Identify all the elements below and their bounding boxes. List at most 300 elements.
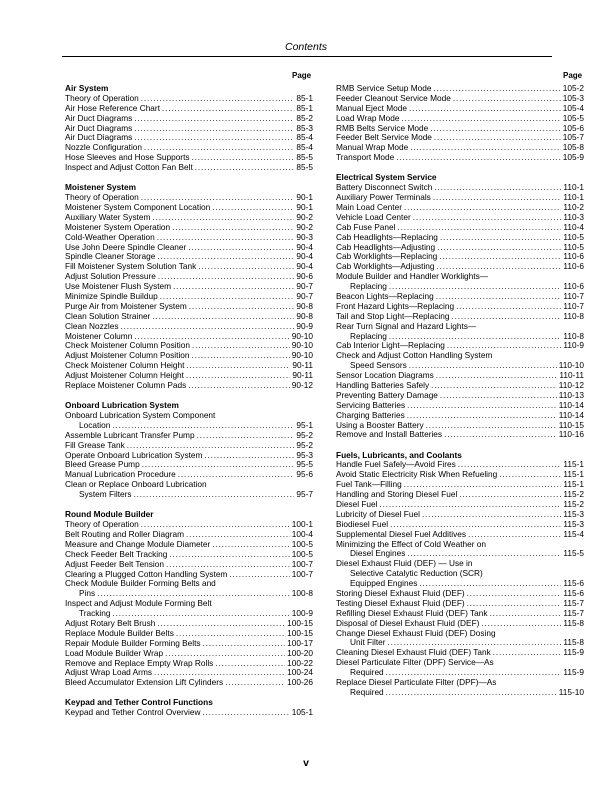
entry-title: Front Hazard Lights—Replacing bbox=[336, 300, 455, 311]
dot-leader bbox=[409, 104, 561, 114]
entry-page-number: 110-3 bbox=[563, 211, 584, 222]
entry-title: Auxiliary Power Terminals bbox=[336, 192, 431, 203]
entry-page-number: 110-2 bbox=[563, 201, 584, 212]
entry-page-number: 100-24 bbox=[287, 667, 313, 678]
entry-page-number: 100-5 bbox=[291, 548, 313, 559]
entry-title: Speed Sensors bbox=[350, 360, 407, 371]
entry-page-number: 110-16 bbox=[558, 429, 584, 440]
entry-page-number: 115-7 bbox=[563, 607, 584, 618]
entry-page-number: 110-7 bbox=[563, 290, 584, 301]
dot-leader bbox=[440, 391, 557, 401]
entry-title: Disposal of Diesel Exhaust Fluid (DEF) bbox=[336, 617, 480, 628]
entry-title: Cab Fuse Panel bbox=[336, 221, 396, 232]
entry-title: Testing Diesel Exhaust Fluid (DEF) bbox=[336, 597, 465, 608]
entry-title: Refilling Diesel Exhaust Fluid (DEF) Tank bbox=[336, 607, 488, 618]
entry-title: Cab Headlights—Adjusting bbox=[336, 241, 436, 252]
entry-title: Purge Air from Moistener System bbox=[65, 300, 187, 311]
entry-title: Assemble Lubricant Transfer Pump bbox=[65, 429, 195, 440]
dot-leader bbox=[134, 490, 295, 500]
section-title: Moistener System bbox=[65, 182, 137, 193]
entry-title: Fill Grease Tank bbox=[65, 439, 125, 450]
entry-page-number: 85-4 bbox=[296, 132, 313, 143]
dot-leader bbox=[439, 252, 561, 262]
entry-title: Feeder Cleanout Service Mode bbox=[336, 92, 451, 103]
entry-title: RMB Belts Service Mode bbox=[336, 122, 429, 133]
entry-page-number: 100-15 bbox=[287, 617, 313, 628]
dot-leader bbox=[431, 381, 557, 391]
toc-column-left bbox=[65, 84, 313, 728]
entry-page-number: 90-1 bbox=[296, 201, 313, 212]
entry-page-number: 115-1 bbox=[563, 479, 584, 490]
dot-leader bbox=[188, 243, 294, 253]
entry-page-number: 115-3 bbox=[563, 508, 584, 519]
dot-leader bbox=[204, 451, 294, 461]
dot-leader bbox=[404, 203, 561, 213]
entry-title: Theory of Operation bbox=[65, 519, 139, 530]
entry-page-number: 115-6 bbox=[563, 578, 584, 589]
entry-title: Check Moistener Column Height bbox=[65, 360, 185, 371]
entry-title: Diesel Particulate Filter (DPF) Service—As bbox=[336, 657, 494, 668]
entry-title: Selective Catalytic Reduction (SCR) bbox=[350, 568, 483, 579]
toc-section-keypad-and-tether-control-functions bbox=[65, 698, 313, 718]
entry-page-number: 100-7 bbox=[291, 558, 313, 569]
section-title: Round Module Builder bbox=[65, 509, 154, 520]
dot-leader bbox=[172, 223, 294, 233]
entry-page-number: 110-5 bbox=[563, 241, 584, 252]
entry-page-number: 95-6 bbox=[296, 469, 313, 480]
page-number: v bbox=[303, 757, 309, 769]
entry-page-number: 85-4 bbox=[296, 142, 313, 153]
entry-title: Use Moistener Flush System bbox=[65, 281, 172, 292]
entry-title: Change Diesel Exhaust Fluid (DEF) Dosing bbox=[336, 627, 496, 638]
entry-page-number: 90-12 bbox=[291, 380, 313, 390]
entry-page-number: 85-1 bbox=[296, 92, 313, 103]
section-title: Air System bbox=[65, 83, 109, 93]
entry-page-number: 110-5 bbox=[563, 231, 584, 242]
entry-page-number: 100-4 bbox=[291, 528, 313, 539]
entry-title: Check Module Builder Forming Belts and bbox=[65, 578, 216, 589]
entry-page-number: 110-1 bbox=[563, 182, 584, 193]
dot-leader bbox=[195, 163, 295, 173]
entry-title: Rear Turn Signal and Hazard Lights— bbox=[336, 320, 477, 331]
entry-page-number: 110-15 bbox=[558, 419, 584, 430]
entry-page-number: 115-8 bbox=[563, 637, 584, 648]
entry-title: Moistener Column bbox=[65, 330, 133, 341]
entry-page-number: 115-2 bbox=[563, 498, 584, 509]
dot-leader bbox=[225, 678, 285, 688]
entry-page-number: 110-7 bbox=[563, 300, 584, 311]
toc-column-right bbox=[336, 84, 584, 708]
entry-title: Cab Worklights—Replacing bbox=[336, 251, 438, 262]
entry-title: Adjust Feeder Belt Tension bbox=[65, 558, 165, 569]
toc-section-air-system bbox=[65, 84, 313, 173]
dot-leader bbox=[162, 104, 294, 114]
entry-title: Diesel Engines bbox=[350, 548, 406, 559]
dot-leader bbox=[186, 371, 290, 381]
entry-title: Preventing Battery Damage bbox=[336, 389, 438, 400]
entry-title: Replace Module Builder Belts bbox=[65, 627, 174, 638]
entry-page-number: 110-10 bbox=[558, 360, 584, 371]
entry-title: Cleaning Diesel Exhaust Fluid (DEF) Tank bbox=[336, 647, 491, 658]
dot-leader bbox=[433, 84, 560, 94]
page-header-title: Contents bbox=[284, 41, 328, 53]
dot-leader bbox=[121, 322, 295, 332]
dot-leader bbox=[422, 510, 561, 520]
section-title: Fuels, Lubricants, and Coolants bbox=[336, 449, 462, 460]
entry-title: Minimizing the Effect of Cold Weather on bbox=[336, 538, 487, 549]
entry-title: Replace Moistener Column Pads bbox=[65, 380, 187, 390]
entry-title: Pins bbox=[79, 588, 96, 599]
dot-leader bbox=[134, 133, 294, 143]
entry-page-number: 100-9 bbox=[291, 608, 313, 619]
entry-page-number: 115-4 bbox=[563, 528, 584, 539]
entry-title: Auxiliary Water System bbox=[65, 211, 151, 222]
entry-title: Nozzle Configuration bbox=[65, 142, 143, 153]
dot-leader bbox=[436, 371, 558, 381]
entry-page-number: 90-8 bbox=[296, 300, 313, 311]
entry-page-number: 85-5 bbox=[296, 162, 313, 173]
entry-page-number: 110-8 bbox=[563, 330, 584, 341]
entry-title: Using a Booster Battery bbox=[336, 419, 424, 430]
entry-title: Cab Headlights—Replacing bbox=[336, 231, 438, 242]
entry-page-number: 105-8 bbox=[562, 142, 584, 153]
entry-page-number: 110-14 bbox=[558, 409, 584, 420]
entry-title: Adjust Moistener Column Position bbox=[65, 350, 190, 361]
entry-title: Replacing bbox=[350, 281, 387, 292]
entry-title: Replacing bbox=[350, 330, 387, 341]
entry-title: Unit Filter bbox=[350, 637, 386, 648]
entry-title: Handling Batteries Safely bbox=[336, 380, 430, 390]
entry-page-number: 90-10 bbox=[291, 340, 313, 351]
entry-title: Servicing Batteries bbox=[336, 399, 406, 410]
toc-entry[interactable] bbox=[336, 430, 584, 440]
entry-page-number: 95-2 bbox=[296, 429, 313, 440]
entry-title: Inspect and Adjust Module Forming Belt bbox=[65, 598, 212, 609]
entry-title: Fill Moistener System Solution Tank bbox=[65, 261, 197, 272]
header-rule bbox=[62, 56, 552, 57]
entry-page-number: 110-14 bbox=[558, 399, 584, 410]
entry-title: Clean Solution Strainer bbox=[65, 310, 151, 321]
entry-page-number: 115-10 bbox=[558, 686, 584, 697]
page-column-label-right: Page bbox=[563, 71, 583, 80]
entry-title: Measure and Change Module Diameter bbox=[65, 538, 211, 549]
entry-page-number: 115-8 bbox=[563, 617, 584, 628]
dot-leader bbox=[459, 490, 561, 500]
entry-page-number: 95-5 bbox=[296, 459, 313, 470]
entry-title: Air Duct Diagrams bbox=[65, 122, 133, 133]
entry-title: Air Duct Diagrams bbox=[65, 132, 133, 143]
dot-leader bbox=[413, 213, 562, 223]
entry-title: Check and Adjust Cotton Handling System bbox=[336, 350, 493, 361]
toc-section-continued bbox=[336, 84, 584, 163]
entry-title: Theory of Operation bbox=[65, 92, 139, 103]
dot-leader bbox=[157, 619, 285, 629]
entry-page-number: 115-9 bbox=[563, 647, 584, 658]
dot-leader bbox=[433, 193, 562, 203]
toc-section-round-module-builder bbox=[65, 510, 313, 688]
entry-title: Bleed Accumulator Extension Lift Cylinders bbox=[65, 677, 224, 688]
dot-leader bbox=[407, 401, 557, 411]
entry-page-number: 105-7 bbox=[562, 132, 584, 143]
dot-leader bbox=[134, 114, 294, 124]
entry-title: Replace Diesel Particulate Filter (DPF)—As bbox=[336, 677, 497, 688]
entry-page-number: 90-11 bbox=[292, 370, 313, 381]
dot-leader bbox=[407, 411, 557, 421]
entry-title: Operate Onboard Lubrication System bbox=[65, 449, 203, 460]
entry-page-number: 115-5 bbox=[563, 548, 584, 559]
entry-title: Adjust Rotary Belt Brush bbox=[65, 617, 156, 628]
dot-leader bbox=[467, 589, 562, 599]
dot-leader bbox=[203, 639, 286, 649]
entry-page-number: 105-6 bbox=[562, 122, 584, 133]
dot-leader bbox=[490, 609, 562, 619]
entry-title: Check Feeder Belt Tracking bbox=[65, 548, 168, 559]
entry-title: Avoid Static Electricity Risk When Refueling bbox=[336, 469, 498, 480]
dot-leader bbox=[437, 243, 561, 253]
entry-title: Bleed Grease Pump bbox=[65, 459, 140, 470]
entry-title: Adjust Solution Pressure bbox=[65, 271, 156, 282]
entry-title: Fuel Tank—Filling bbox=[336, 479, 402, 490]
entry-title: Module Builder and Handler Worklights— bbox=[336, 271, 489, 282]
dot-leader bbox=[229, 570, 289, 580]
dot-leader bbox=[426, 421, 557, 431]
dot-leader bbox=[396, 153, 561, 163]
dot-leader bbox=[141, 94, 295, 104]
entry-title: Charging Batteries bbox=[336, 409, 405, 420]
dot-leader bbox=[499, 470, 561, 480]
entry-page-number: 95-7 bbox=[296, 489, 313, 500]
entry-title: Inspect and Adjust Cotton Fan Belt bbox=[65, 162, 193, 173]
toc-section-electrical-system-service bbox=[336, 173, 584, 440]
entry-page-number: 90-3 bbox=[296, 231, 313, 242]
entry-title: Keypad and Tether Control Overview bbox=[65, 707, 201, 718]
page-column-label-left: Page bbox=[292, 71, 312, 80]
dot-leader bbox=[189, 302, 295, 312]
entry-page-number: 90-2 bbox=[296, 211, 313, 222]
entry-page-number: 100-1 bbox=[291, 519, 313, 530]
entry-title: Air Hose Reference Chart bbox=[65, 102, 160, 113]
section-title: Onboard Lubrication System bbox=[65, 400, 179, 411]
entry-page-number: 85-3 bbox=[296, 122, 313, 133]
entry-title: Clean Nozzles bbox=[65, 320, 119, 331]
dot-leader bbox=[186, 361, 290, 371]
entry-page-number: 90-10 bbox=[291, 330, 313, 341]
section-title: Keypad and Tether Control Functions bbox=[65, 697, 213, 708]
entry-title: Hose Sleeves and Hose Supports bbox=[65, 152, 190, 163]
entry-page-number: 110-8 bbox=[563, 310, 584, 321]
entry-page-number: 115-3 bbox=[563, 518, 584, 529]
toc-entry[interactable] bbox=[65, 678, 313, 688]
entry-page-number: 110-11 bbox=[559, 370, 584, 381]
entry-title: Manual Lubrication Procedure bbox=[65, 469, 176, 480]
entry-title: Equipped Engines bbox=[350, 578, 418, 589]
entry-page-number: 115-1 bbox=[563, 469, 584, 480]
dot-leader bbox=[386, 688, 557, 698]
toc-section-moistener-system bbox=[65, 183, 313, 391]
entry-page-number: 105-1 bbox=[291, 707, 313, 718]
entry-title: Load Wrap Mode bbox=[336, 112, 400, 123]
entry-page-number: 90-7 bbox=[296, 290, 313, 301]
entry-page-number: 110-6 bbox=[563, 251, 584, 262]
entry-page-number: 110-1 bbox=[563, 192, 584, 203]
entry-title: Manual Eject Mode bbox=[336, 102, 408, 113]
entry-title: Tracking bbox=[79, 608, 111, 619]
toc-entry[interactable] bbox=[336, 688, 584, 698]
toc-entry[interactable] bbox=[65, 381, 313, 391]
entry-title: System Filters bbox=[79, 489, 132, 500]
dot-leader bbox=[434, 133, 561, 143]
dot-leader bbox=[158, 272, 295, 282]
entry-title: Handling and Storing Diesel Fuel bbox=[336, 489, 458, 500]
entry-page-number: 100-7 bbox=[291, 568, 313, 579]
entry-page-number: 105-4 bbox=[562, 102, 584, 113]
entry-title: Required bbox=[350, 667, 384, 678]
entry-title: Cold-Weather Operation bbox=[65, 231, 155, 242]
entry-page-number: 100-17 bbox=[287, 637, 313, 648]
entry-title: Moistener System Component Location bbox=[65, 201, 211, 212]
entry-title: Load Module Builder Wrap bbox=[65, 647, 164, 658]
entry-title: Handle Fuel Safely—Avoid Fires bbox=[336, 459, 456, 470]
entry-title: Cab Worklights—Adjusting bbox=[336, 261, 435, 272]
dot-leader bbox=[192, 351, 290, 361]
entry-page-number: 100-5 bbox=[291, 538, 313, 549]
entry-page-number: 100-20 bbox=[287, 647, 313, 658]
dot-leader bbox=[169, 550, 289, 560]
dot-leader bbox=[197, 431, 295, 441]
dot-leader bbox=[152, 312, 294, 322]
entry-page-number: 115-6 bbox=[563, 588, 584, 598]
entry-page-number: 100-8 bbox=[291, 588, 313, 599]
entry-page-number: 100-15 bbox=[287, 627, 313, 638]
entry-page-number: 85-5 bbox=[296, 152, 313, 163]
entry-title: Storing Diesel Exhaust Fluid (DEF) bbox=[336, 588, 465, 598]
entry-title: Minimize Spindle Buildup bbox=[65, 290, 158, 301]
entry-page-number: 105-9 bbox=[562, 152, 584, 163]
dot-leader bbox=[436, 292, 562, 302]
entry-title: RMB Service Setup Mode bbox=[336, 82, 432, 93]
entry-title: Belt Routing and Roller Diagram bbox=[65, 528, 184, 539]
entry-page-number: 95-2 bbox=[296, 439, 313, 450]
entry-page-number: 95-1 bbox=[296, 419, 313, 430]
dot-leader bbox=[215, 659, 285, 669]
entry-page-number: 115-1 bbox=[563, 459, 584, 470]
dot-leader bbox=[152, 213, 294, 223]
entry-page-number: 90-4 bbox=[296, 261, 313, 272]
entry-title: Cab Interior Light—Replacing bbox=[336, 340, 445, 351]
dot-leader bbox=[198, 262, 294, 272]
toc-entry[interactable] bbox=[65, 163, 313, 173]
entry-title: Use John Deere Spindle Cleaner bbox=[65, 241, 187, 252]
entry-page-number: 90-4 bbox=[296, 241, 313, 252]
entry-title: Remove and Install Batteries bbox=[336, 429, 443, 440]
entry-page-number: 115-9 bbox=[563, 667, 584, 678]
toc-entry[interactable] bbox=[65, 708, 313, 718]
entry-page-number: 90-10 bbox=[291, 350, 313, 361]
entry-title: Clearing a Plugged Cotton Handling System bbox=[65, 568, 228, 579]
entry-title: Onboard Lubrication System Component bbox=[65, 409, 216, 420]
entry-page-number: 85-2 bbox=[296, 112, 313, 123]
toc-section-onboard-lubrication-system bbox=[65, 401, 313, 500]
entry-title: Diesel Fuel bbox=[336, 498, 378, 509]
toc-entry[interactable] bbox=[336, 153, 584, 163]
dot-leader bbox=[188, 381, 289, 391]
toc-section-fuels-lubricants-and-coolants bbox=[336, 451, 584, 698]
entry-title: Manual Wrap Mode bbox=[336, 142, 409, 153]
entry-page-number: 85-1 bbox=[296, 102, 313, 113]
dot-leader bbox=[134, 124, 294, 134]
dot-leader bbox=[212, 540, 289, 550]
entry-title: Sensor Location Diagrams bbox=[336, 370, 434, 381]
entry-page-number: 100-22 bbox=[287, 657, 313, 668]
dot-leader bbox=[202, 708, 289, 718]
entry-title: Spindle Cleaner Storage bbox=[65, 251, 156, 262]
entry-page-number: 110-12 bbox=[558, 380, 584, 390]
entry-page-number: 105-5 bbox=[562, 112, 584, 123]
dot-leader bbox=[440, 233, 561, 243]
entry-title: Vehicle Load Center bbox=[336, 211, 411, 222]
entry-title: Biodiesel Fuel bbox=[336, 518, 389, 529]
dot-leader bbox=[493, 648, 562, 658]
entry-page-number: 110-6 bbox=[563, 281, 584, 292]
entry-title: Beacon Lights—Replacing bbox=[336, 290, 434, 301]
dot-leader bbox=[173, 282, 294, 292]
entry-page-number: 115-7 bbox=[563, 597, 584, 608]
entry-page-number: 90-4 bbox=[296, 251, 313, 262]
entry-title: Main Load Center bbox=[336, 201, 402, 212]
entry-page-number: 110-4 bbox=[563, 221, 584, 232]
dot-leader bbox=[434, 183, 561, 193]
entry-page-number: 90-8 bbox=[296, 310, 313, 321]
entry-page-number: 110-9 bbox=[563, 340, 584, 351]
entry-page-number: 105-2 bbox=[562, 82, 584, 93]
entry-page-number: 90-6 bbox=[296, 271, 313, 282]
dot-leader bbox=[456, 302, 561, 312]
entry-page-number: 90-2 bbox=[296, 221, 313, 232]
dot-leader bbox=[444, 430, 557, 440]
dot-leader bbox=[212, 203, 294, 213]
entry-title: Clean or Replace Onboard Lubrication bbox=[65, 479, 207, 490]
entry-title: Supplemental Diesel Fuel Additives bbox=[336, 528, 467, 539]
entry-title: Air Duct Diagrams bbox=[65, 112, 133, 123]
dot-leader bbox=[410, 143, 561, 153]
toc-entry[interactable] bbox=[65, 490, 313, 500]
entry-title: Adjust Moistener Column Height bbox=[65, 370, 184, 381]
entry-title: Feeder Belt Service Mode bbox=[336, 132, 432, 143]
entry-title: Repair Module Builder Forming Belts bbox=[65, 637, 201, 648]
entry-page-number: 90-7 bbox=[296, 281, 313, 292]
entry-title: Moistener System Operation bbox=[65, 221, 171, 232]
entry-title: Adjust Wrap Load Arms bbox=[65, 667, 153, 678]
toc-entry[interactable] bbox=[65, 579, 313, 589]
entry-title: Remove and Replace Empty Wrap Rolls bbox=[65, 657, 214, 668]
dot-leader bbox=[192, 341, 290, 351]
entry-title: Theory of Operation bbox=[65, 192, 139, 203]
entry-page-number: 110-6 bbox=[563, 261, 584, 272]
entry-page-number: 90-1 bbox=[296, 192, 313, 203]
entry-page-number: 90-9 bbox=[296, 320, 313, 331]
entry-title: Transport Mode bbox=[336, 152, 395, 163]
entry-title: Location bbox=[79, 419, 111, 430]
entry-title: Battery Disconnect Switch bbox=[336, 182, 433, 193]
dot-leader bbox=[192, 153, 295, 163]
entry-page-number: 95-3 bbox=[296, 449, 313, 460]
dot-leader bbox=[453, 94, 561, 104]
entry-page-number: 110-13 bbox=[558, 389, 584, 400]
entry-title: Tail and Stop Light—Replacing bbox=[336, 310, 450, 321]
dot-leader bbox=[430, 124, 561, 134]
entry-title: Check Moistener Column Position bbox=[65, 340, 190, 351]
entry-page-number: 100-26 bbox=[287, 677, 313, 688]
